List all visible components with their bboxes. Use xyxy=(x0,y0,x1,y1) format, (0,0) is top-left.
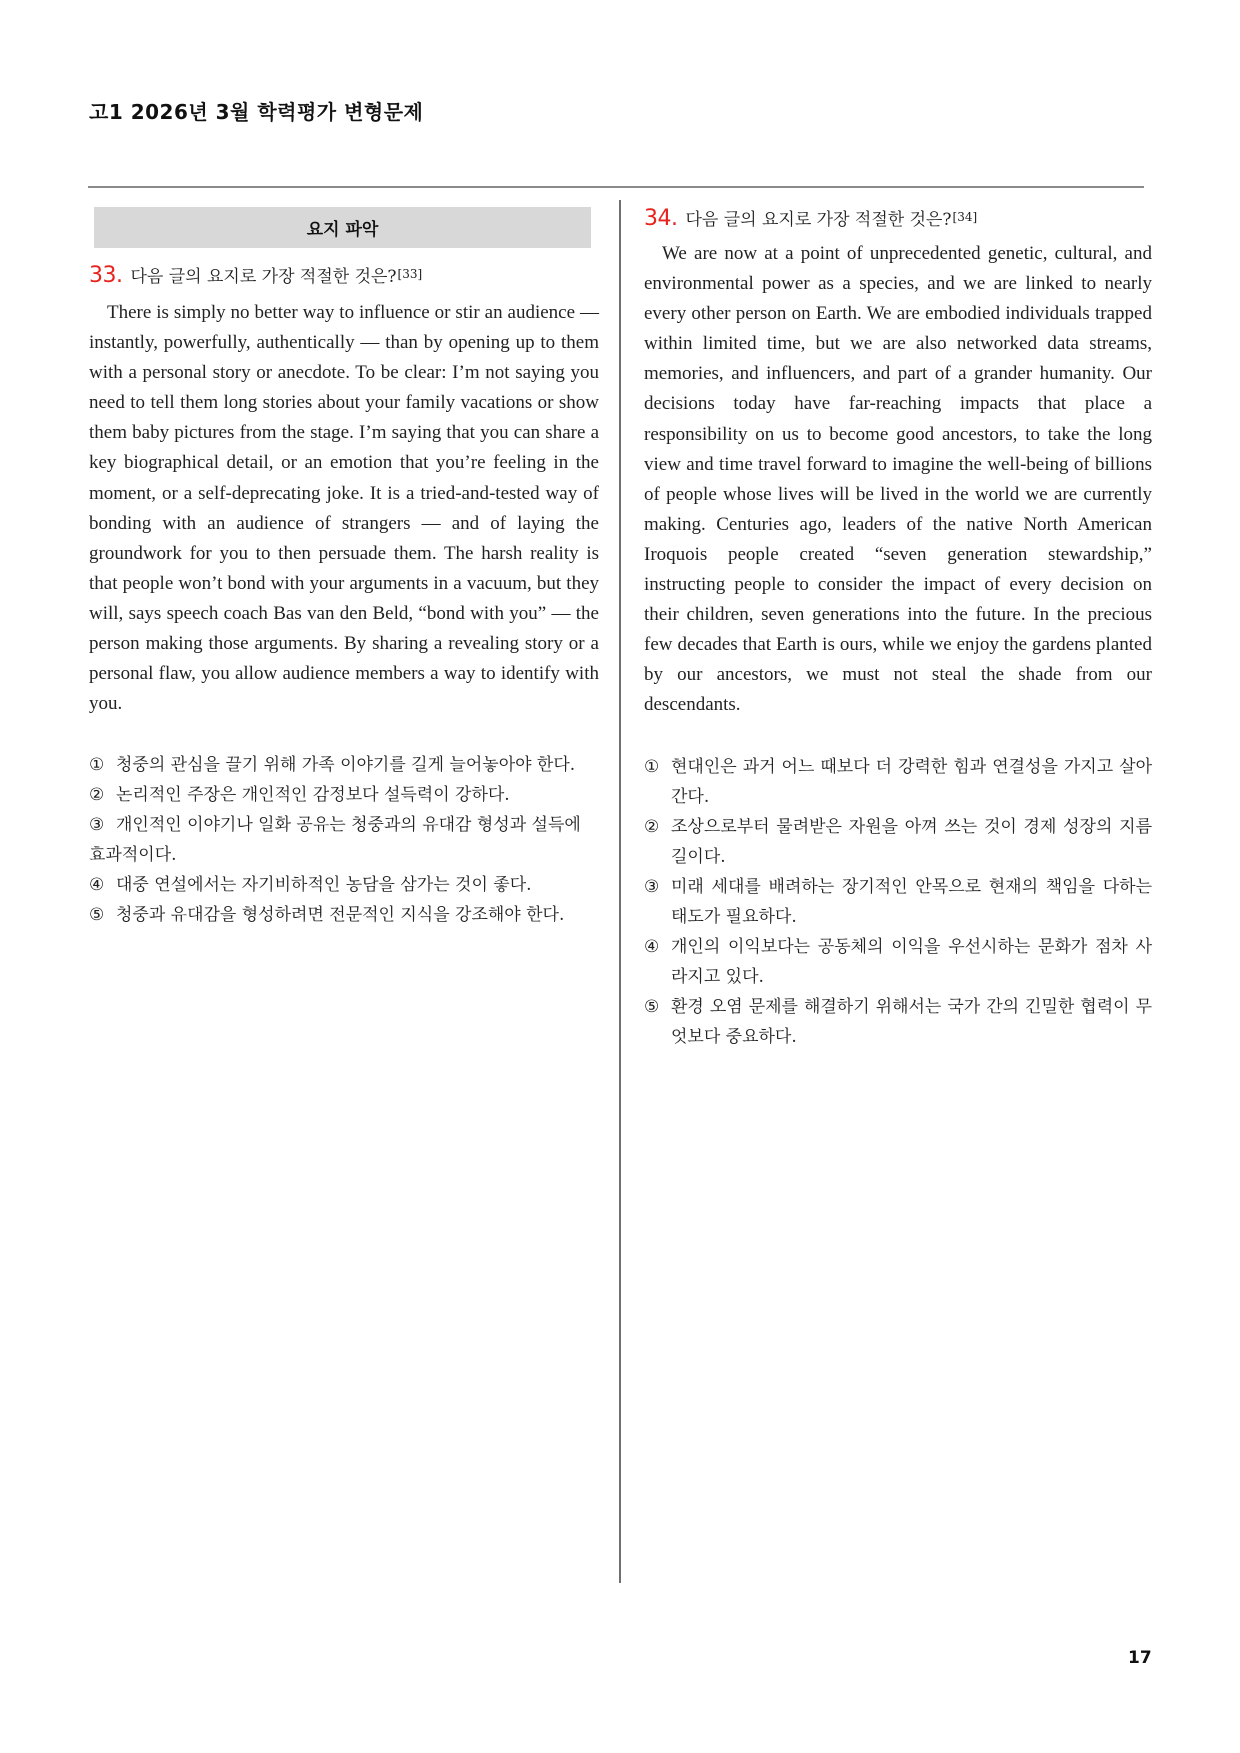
question-34-title xyxy=(644,205,1152,231)
option-number: ② xyxy=(89,785,105,806)
question-34-passage: We are now at a point of unprecedented genetic, cultural, and environmental power as a species, and we are linked to nearly every other person on Earth. We are embodied individuals trapped within limited time, but we are also networked data streams, memories, and influencers, and part of a grander humanity. Our decisions today have far-reaching impacts that place a responsibility on us to become good ancestors, to take the long view and time travel forward to imagine the well-being of billions of people whose lives will be lived in the world we are currently making. Centuries ago, leaders of the native North American Iroquois people created “seven generation stewardship,” instructing people to consider the impact of every decision on their children, seven generations into the future. In the precious few decades that Earth is ours, while we enjoy the gardens planted by our ancestors, we must not steal the shade from our descendants. xyxy=(644,243,1152,716)
question-reference: [34] xyxy=(952,210,978,224)
page-number: 17 xyxy=(1128,1648,1152,1668)
option-text: 청중과 유대감을 형성하려면 전문적인 지식을 강조해야 한다. xyxy=(116,905,565,926)
question-prompt: 다음 글의 요지로 가장 적절한 것은? xyxy=(685,210,952,230)
question-33-title xyxy=(89,262,599,288)
question-prompt: 다음 글의 요지로 가장 적절한 것은? xyxy=(130,267,397,287)
header-divider xyxy=(88,186,1144,188)
option-text: 청중의 관심을 끌기 위해 가족 이야기를 길게 늘어놓아야 한다. xyxy=(116,755,576,776)
page-header-title: 고1 2026년 3월 학력평가 변형문제 xyxy=(89,100,424,124)
option-text: 개인의 이익보다는 공동체의 이익을 우선시하는 문화가 점차 사라지고 있다. xyxy=(671,936,1152,987)
option-text: 환경 오염 문제를 해결하기 위해서는 국가 간의 긴밀한 협력이 무엇보다 중요하다. xyxy=(671,996,1152,1047)
question-number: 33. xyxy=(89,263,123,288)
answer-option-3[interactable] xyxy=(644,872,1152,932)
section-label-box xyxy=(94,207,591,248)
column-divider xyxy=(619,200,621,1583)
answer-option-1[interactable] xyxy=(644,752,1152,812)
option-number: ⑤ xyxy=(89,905,105,926)
option-text: 논리적인 주장은 개인적인 감정보다 설득력이 강하다. xyxy=(116,785,510,806)
answer-option-2[interactable] xyxy=(644,812,1152,872)
option-number: ④ xyxy=(644,936,660,957)
answer-option-4[interactable] xyxy=(89,870,599,900)
option-text: 대중 연설에서는 자기비하적인 농담을 삼가는 것이 좋다. xyxy=(116,875,532,896)
option-number: ⑤ xyxy=(644,996,660,1017)
answer-option-2[interactable] xyxy=(89,780,599,810)
option-text: 조상으로부터 물려받은 자원을 아껴 쓰는 것이 경제 성장의 지름길이다. xyxy=(671,816,1152,867)
answer-option-1[interactable] xyxy=(89,750,599,780)
answer-option-5[interactable] xyxy=(644,992,1152,1052)
option-number: ③ xyxy=(644,876,660,897)
left-column xyxy=(89,200,599,930)
question-33-options xyxy=(89,750,599,930)
option-text: 개인적인 이야기나 일화 공유는 청중과의 유대감 형성과 설득에 효과적이다. xyxy=(89,815,581,866)
question-number: 34. xyxy=(644,206,678,231)
option-number: ① xyxy=(89,755,105,776)
option-text: 미래 세대를 배려하는 장기적인 안목으로 현재의 책임을 다하는 태도가 필요하다. xyxy=(671,876,1152,927)
question-34-options xyxy=(644,752,1152,1052)
option-text: 현대인은 과거 어느 때보다 더 강력한 힘과 연결성을 가지고 살아간다. xyxy=(671,756,1152,807)
option-number: ③ xyxy=(89,815,105,836)
option-number: ① xyxy=(644,756,660,777)
answer-option-4[interactable] xyxy=(644,932,1152,992)
answer-option-5[interactable] xyxy=(89,900,599,930)
right-column xyxy=(644,200,1152,1052)
question-33-passage: There is simply no better way to influence or stir an audience — instantly, powerfully, authentically — than by opening up to them with a personal story or anecdote. To be clear: I’m not saying you need to tell them long stories about your family vacations or show them baby pictures from the stage. I’m saying that you can share a key biographical detail, or an emotion that you’re feeling in the moment, or a self-deprecating joke. It is a tried-and-tested way of bonding with an audience of strangers — and of laying the groundwork for you to then persuade them. The harsh reality is that people won’t bond with your arguments in a vacuum, but they will, says speech coach Bas van den Beld, “bond with you” — the person making those arguments. By sharing a revealing story or a personal flaw, you allow audience members a way to identify with you. xyxy=(89,302,599,715)
option-number: ④ xyxy=(89,875,105,896)
section-label: 요지 파악 xyxy=(306,220,379,240)
question-reference: [33] xyxy=(397,267,423,281)
answer-option-3[interactable] xyxy=(89,810,599,870)
option-number: ② xyxy=(644,816,660,837)
